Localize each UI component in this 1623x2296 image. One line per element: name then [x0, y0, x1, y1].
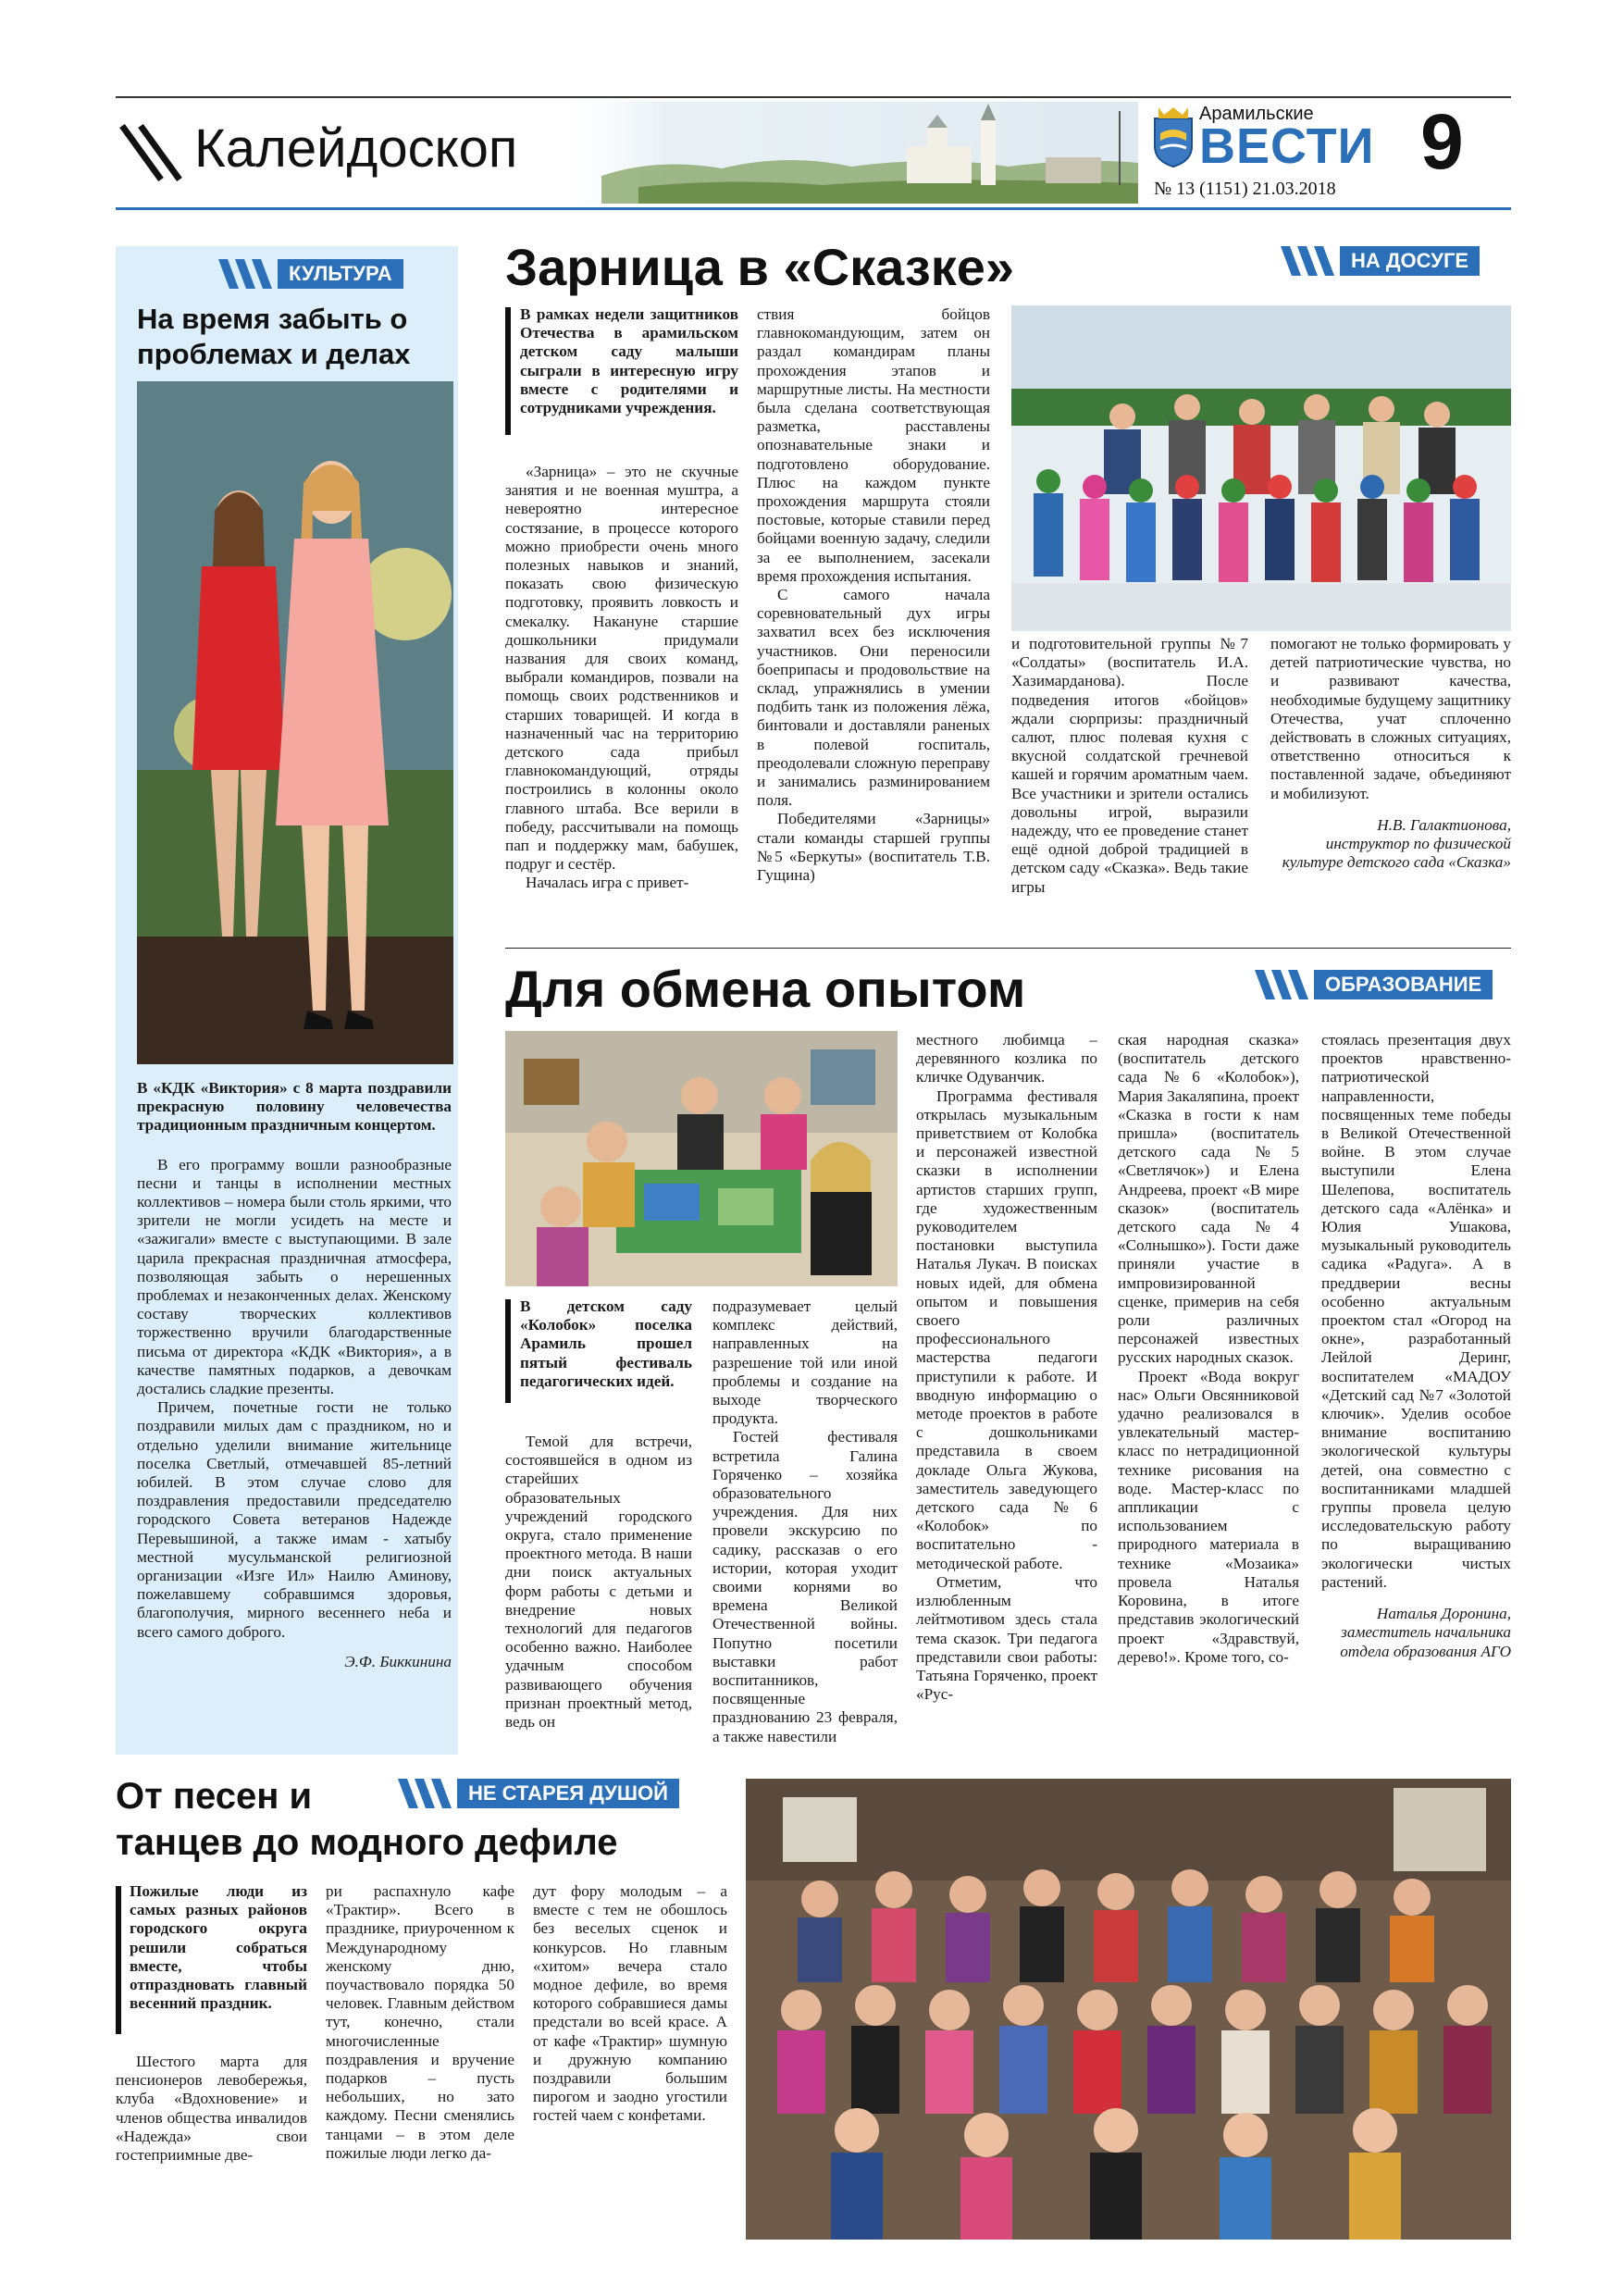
zarnica-title: Зарница в «Сказке» — [505, 238, 1015, 296]
obmen-paragraph: подразумевает целый комплекс действий, направленных на разрешение той или иной проблемы и создание на выходе творческого продукта. — [712, 1297, 898, 1428]
obmen-paragraph: ская народная сказка» (воспитатель детского сада №6 «Колобок»), Мария Закаляпина, проект «Сказка в гости к нам пришла» (воспитатель детского сада №5 «Светлячок») и Елена Андреева, проект «В мире сказок» (воспитатель детского сада №4 «Солнышко»). Гости даже приняли участие в импровизированной сценке, примерив на себя роли различных персонажей известных русских народных сказок. — [1118, 1031, 1299, 1367]
pesni-paragraph: Шестого марта для пенсионеров левобережья, клуба «Вдохновение» и членов общества инвалидов «Надежда» свои гостеприимные две- — [116, 2053, 307, 2165]
lead-bar — [116, 1886, 121, 2034]
pesni-col-3 — [533, 1882, 727, 2126]
coat-of-arms-icon — [1151, 105, 1196, 168]
zarnica-lead: В рамках недели защитников Отечества в арамильском детском саду малыши сыграли в интересную игру вместе с родителями и сотрудниками учреждения. — [520, 305, 738, 417]
obmen-title: Для обмена опытом — [505, 960, 1026, 1018]
pesni-col-1 — [130, 1882, 307, 2013]
culture-paragraph: Причем, почетные гости не только поздравили милых дам с праздником, но и отдельно уделили внимание жительнице поселка Светлый, отмечавшей 85-летний юбилей. В этом случае слово для поздравления предоставили председателю городского Совета ветеранов Надежде Перевышиной, а также имам - хатыбу местной мусульманской религиозной организации «Изге Ил» Наилю Аминову, пожелавшему собравшимся здоровья, благополучия, мирного весеннего неба и всего самого доброго. — [137, 1398, 452, 1641]
zarnica-col-3 — [1011, 635, 1248, 897]
culture-title: На время забыть о проблемах и делах — [137, 303, 411, 370]
culture-body — [137, 1079, 452, 1671]
zarnica-signature-name: Н.В. Галактионова, — [1377, 815, 1511, 834]
pesni-lead: Пожилые люди из самых разных районов городского округа решили собраться вместе, чтобы отпраздновать главный весенний праздник. — [130, 1882, 307, 2013]
obmen-paragraph: Отметим, что излюбленным лейтмотивом здесь стала тема сказок. Три педагога представили свои работы: Татьяна Горяченко, проект «Рус- — [916, 1572, 1097, 1704]
obmen-col-1 — [520, 1297, 692, 1391]
zarnica-signature-role: инструктор по физической культуре детского сада «Сказка» — [1282, 835, 1511, 872]
section-divider — [505, 948, 1511, 949]
zarnica-paragraph: С самого начала соревновательный дух игры захватил всех без исключения участников. Они переносили боеприпасы и продовольствие на склад, упражнялись в умении подбить танк из положения лёжа, бинтовали и доставляли раненых в полевой госпиталь, преодолевали сложную переправу и занимались разминированием поля. — [757, 586, 990, 810]
obmen-col-3 — [916, 1031, 1097, 1704]
section-title: Калейдоскоп — [194, 118, 518, 179]
culture-paragraph: В его программу вошли разнообразные песни и танцы в исполнении местных коллективов – номера были столь яркими, что зрители не могли усидеть на месте и «зажигали» вместе с выступающими. В зале царила прекрасная праздничная атмосфера, позволяющая забыть о нерешенных проблемах и незаконченных делах. Женскому составу творческих коллективов торжественно вручили благодарственные письма от директора «КДК «Виктория», а в качестве памятных подарков, а девочкам достались сладкие презенты. — [137, 1155, 452, 1398]
obmen-col-1b — [505, 1433, 692, 1731]
pesni-col-1b — [116, 2053, 307, 2165]
teachers-table-photo — [505, 1031, 898, 1286]
paper-name-small: Арамильские — [1199, 104, 1314, 124]
zarnica-paragraph: и подготовительной группы №7 «Солдаты» (воспитатель И.А. Хазимарданова). После подведения итогов «бойцов» ждали сюрпризы: праздничный салют, плюс полевая кухня с вкусной солдатской гречневой кашей и горячим ароматным чаем. Все участники и зрители остались довольны игрой, выразили надежду, что ее проведение станет ещё одной доброй традицией в детском саду «Сказка». Ведь такие игры — [1011, 635, 1248, 896]
pesni-rubric-label: НЕ СТАРЕЯ ДУШОЙ — [457, 1779, 679, 1808]
stripes-icon — [1281, 246, 1340, 276]
culture-rubric — [218, 259, 403, 289]
stripes-icon — [398, 1779, 457, 1808]
culture-author: Э.Ф. Биккинина — [344, 1652, 452, 1670]
obmen-paragraph: стоялась презентация двух проектов нравственно-патриотической направленности, посвященных теме победы в Великой Отечественной войне. В этом случае выступили Елена Шелепова, воспитатель детского сада «Алёнка» и Юлия Ушакова, музыкальный руководитель садика «Радуга». А в преддверии весны особенно актуальным проектом стал «Огород на окне», разработанный Лейлой Деринг, воспитателем «МАДОУ «Детский сад №7 «Золотой ключик». Уделив особое внимание воспитанию экологической культуры детей, она совместно с воспитанниками младшей группы провела целую исследовательскую работу по выращиванию экологически чистых растений. — [1321, 1031, 1511, 1591]
obmen-signature-name: Наталья Доронина, — [1376, 1605, 1511, 1623]
kids-group-photo — [1011, 305, 1511, 631]
obmen-rubric — [1255, 970, 1493, 999]
obmen-rubric-label: ОБРАЗОВАНИЕ — [1314, 970, 1493, 999]
zarnica-col-1 — [520, 305, 738, 417]
pesni-title-line-2: танцев до модного дефиле — [116, 1822, 618, 1863]
masthead-underline — [116, 207, 1511, 210]
zarnica-paragraph: Началась игра с привет- — [526, 874, 689, 892]
obmen-paragraph: местного любимца – деревянного козлика по кличке Одуванчик. — [916, 1031, 1097, 1086]
zarnica-col-4 — [1270, 635, 1511, 872]
stripes-icon — [218, 259, 278, 289]
pesni-col-2 — [326, 1882, 514, 2163]
slash-icon — [118, 122, 183, 183]
obmen-paragraph: Проект «Вода вокруг нас» Ольги Овсянниковой удачно реализовался в увлекательный мастер-класс по нетрадиционной технике рисования на воде. Мастер-класс по аппликации с использованием природного материала в технике «Мозаика» провела Наталья Коровина, в итоге представив экологический проект «Здравствуй, дерево!». Кроме того, со- — [1118, 1367, 1299, 1666]
obmen-paragraph: Гостей фестиваля встретила Галина Горяченко – хозяйка образовательного учреждения. Для них провели экскурсию по садику, рассказав о его истории, которая уходит своими корнями во времена Великой Отечественной войны. Попутно посетили выставки работ воспитанников, посвященные празднованию 23 февраля, а также навестили — [712, 1428, 898, 1745]
zarnica-paragraph: Победителями «Зарницы» стали команды старшей группы №5 «Беркуты» (воспитатель Т.В. Гущина) — [757, 810, 990, 885]
culture-caption: В «КДК «Виктория» с 8 марта поздравили прекрасную половину человечества традиционным праздничным концертом. — [137, 1079, 452, 1135]
pesni-rubric — [398, 1779, 679, 1808]
obmen-col-2 — [712, 1297, 898, 1746]
singers-photo — [137, 381, 453, 1064]
obmen-signature-role: заместитель начальника отдела образования АГО — [1340, 1623, 1511, 1660]
top-rule — [116, 96, 1511, 98]
seniors-group-photo — [746, 1779, 1511, 2240]
obmen-paragraph: Темой для встречи, состоявшейся в одном из старейших образовательных учреждений городского округа, стало применение проектного метода. В наши дни поиск актуальных форм работы с детьми и внедрение новых технологий для педагогов особенно важно. Наиболее удачным способом развивающего обучения признан проектный метод, ведь он — [505, 1433, 692, 1731]
zarnica-paragraph: «Зарница» – это не скучные занятия и не военная муштра, а невероятно интересное состязание, в процессе которого можно приобрести очень много полезных навыков и знаний, показать свою физическую подготовку, проявить ловкость и смекалку. Накануне старшие дошкольники придумали названия для своих команд, выбрали командиров, позвали на помощь своих родственников и старших товарищей. И когда в назначенный час на территорию детского сада прибыл главнокомандующий, отряды построились в колонны около главного штаба. Все верили в победу, рассчитывали на помощь пап и поддержку мам, бабушек, подруг и сестёр. — [505, 463, 738, 874]
zarnica-rubric-label: НА ДОСУГЕ — [1340, 246, 1480, 276]
culture-rubric-label: КУЛЬТУРА — [278, 259, 403, 289]
obmen-lead: В детском саду «Колобок» поселка Арамиль прошел пятый фестиваль педагогических идей. — [520, 1297, 692, 1390]
stripes-icon — [1255, 970, 1314, 999]
zarnica-paragraph: ствия бойцов главнокомандующим, затем он раздал командирам планы прохождения этапов и маршрутные листы. На местности была сделана соответствующая разметка, расставлены опознавательные знаки и подготовлено оборудование. Плюс на каждом пункте прохождения маршрута стояли постовые, которые ставили перед бойцами военную задачу, следили за ее выполнением, засекали время прохождения испытания. — [757, 305, 990, 585]
obmen-col-5 — [1321, 1031, 1511, 1661]
paper-name: ВЕСТИ — [1199, 118, 1375, 174]
pesni-paragraph: ри распахнуло кафе «Трактир». Всего в празднике, приуроченном к Международному женскому дню, поучаствовало порядка 50 человек. Главным действом тут, конечно, стали многочисленные поздравления и вручение подарков – пусть небольших, но зато каждому. Песни сменялись танцами – в этом деле пожилые люди легко да- — [326, 1882, 514, 2162]
zarnica-col-1b — [505, 463, 738, 893]
obmen-col-4 — [1118, 1031, 1299, 1667]
issue-info: № 13 (1151) 21.03.2018 — [1154, 179, 1336, 199]
page-number: 9 — [1420, 98, 1464, 185]
obmen-paragraph: Программа фестиваля открылась музыкальным приветствием от Колобка и персонажей известной сказки в исполнении артистов старших групп, где художественным руководителем постановки выступила Наталья Лукач. В поисках новых идей, для обмена опытом и повышения своего профессионального мастерства педагоги приступили к работе. И вводную информацию о методе проектов в работе с дошкольниками представила в своем докладе Ольга Жукова, заместитель заведующего детского сада №6 «Колобок» по воспитательно - методической работе. — [916, 1086, 1097, 1572]
zarnica-rubric — [1281, 246, 1480, 276]
pesni-paragraph: дут фору молодым – а вместе с тем не обошлось без веселых сценок и конкурсов. Но главным «хитом» вечера стало модное дефиле, во время которого собравшиеся дамы предстали во всей красе. А от кафе «Трактир» шумную и дружную компанию поздравили большим пирогом и заодно угостили гостей чаем с конфетами. — [533, 1882, 727, 2125]
lead-bar — [505, 307, 511, 435]
town-banner-image — [546, 102, 1138, 204]
lead-bar — [505, 1299, 511, 1403]
zarnica-col-2 — [757, 305, 990, 885]
zarnica-paragraph: помогают не только формировать у детей патриотические чувства, но и развивают качества, необходимые будущему защитнику Отечества, учат сплоченно действовать в сложных ситуациях, ответственно относиться к поставленной задаче, объединяют и мобилизуют. — [1270, 635, 1511, 802]
pesni-title-line-1: От песен и — [116, 1776, 313, 1817]
